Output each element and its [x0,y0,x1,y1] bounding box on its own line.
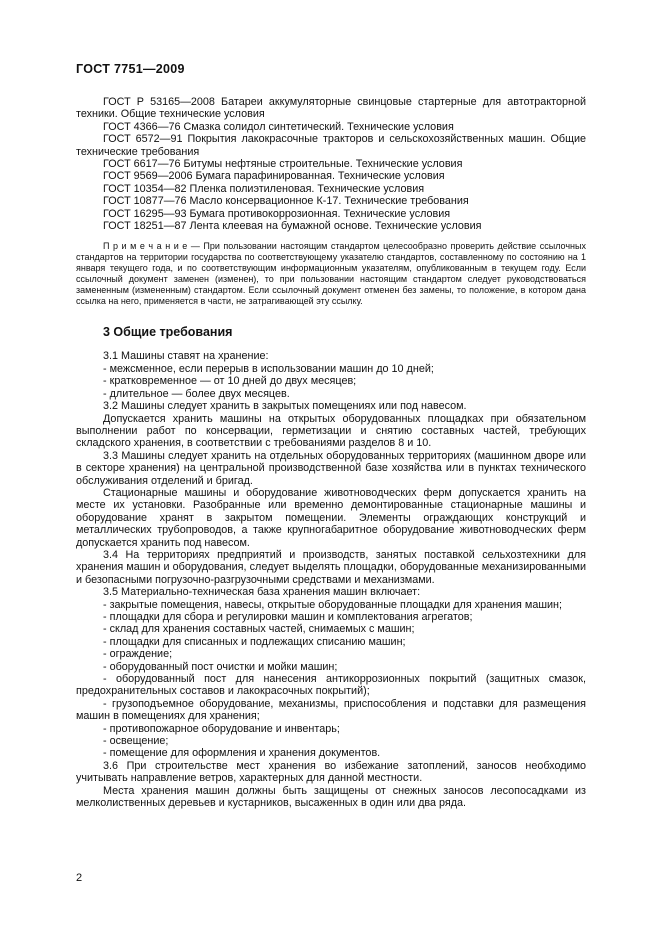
body-paragraph: 3.6 При строительстве мест хранения во избежание затоплений, заносов необходимо учитывать направление ветров, характерных для данной местности. [76,759,586,785]
page-number: 2 [76,872,83,884]
body-paragraph: 3.5 Материально-техническая база хранения машин включает: [103,586,421,599]
section-heading: 3 Общие требования [103,325,233,340]
body-paragraph: - освещение; [103,735,169,748]
body-paragraph: - оборудованный пост для нанесения антикоррозионных покрытий (защитных смазок, предохранительных составов и лакокрасочных покрытий); [76,673,586,698]
body-paragraph: - оборудованный пост очистки и мойки машин; [103,660,338,673]
body-paragraph: - длительное — более двух месяцев. [103,387,290,400]
body-paragraph: - помещение для оформления и хранения документов. [103,747,381,760]
body-paragraph: 3.3 Машины следует хранить на отдельных оборудованных территориях (машинном дворе или в секторе хранения) на центральной производственной базе хозяйства или в пунктах технического обслуживания отделений и бригад. [76,449,586,487]
reference-item: ГОСТ 10354—82 Пленка полиэтиленовая. Технические условия [103,182,425,195]
body-paragraph: - закрытые помещения, навесы, открытые оборудованные площадки для хранения машин; [103,598,562,611]
body-paragraph: - ограждение; [103,648,173,661]
note-paragraph: П р и м е ч а н и е — При пользовании настоящим стандартом целесообразно проверить действие ссылочных стандартов на территории государства по соответствующему указателю стандартов, составленному по состоянию на 1 января текущего года, и по соответствующим информационным указателям, опубликованным в текущем году. Если ссылочный документ заменен (изменен), то при пользовании настоящим стандартом следует руководствоваться замененным (измененным) стандартом. Если ссылочный документ отменен без замены, то положение, в котором дана ссылка на него, применяется в части, не затрагивающей эту ссылку. [76,241,586,307]
reference-item: ГОСТ 18251—87 Лента клеевая на бумажной основе. Технические условия [103,220,482,233]
reference-item: ГОСТ 9569—2006 Бумага парафинированная. Технические условия [103,170,445,183]
body-paragraph: - площадки для сбора и регулировки машин и комплектования агрегатов; [103,611,473,623]
page-content [76,62,586,810]
body-paragraph: - противопожарное оборудование и инвентарь; [103,722,340,735]
references-list [76,96,586,232]
body-paragraph: Стационарные машины и оборудование животноводческих ферм допускается хранить на месте их установки. Разобранные или временно демонтированные стационарные машины и оборудование хранят в закрытом помещении. Элементы ограждающих конструкций и металлических трубопроводов, а также крупногабаритное оборудование животноводческих ферм допускается хранить под навесом. [76,486,586,549]
section-body [76,350,586,809]
document-header: ГОСТ 7751—2009 [76,62,185,76]
body-paragraph: 3.2 Машины следует хранить в закрытых помещениях или под навесом. [103,400,467,413]
body-paragraph: - склад для хранения составных частей, снимаемых с машин; [103,623,415,636]
body-paragraph: 3.1 Машины ставят на хранение: [103,350,269,363]
body-paragraph: Допускается хранить машины на открытых оборудованных площадках при обязательном выполнении работ по консервации, герметизации и снятию составных частей, требующих складского хранения, в соответствии с требованиями разделов 8 и 10. [76,412,586,450]
body-paragraph: 3.4 На территориях предприятий и производств, занятых поставкой сельхозтехники для хранения машин и оборудования, следует выделять площадки, оборудованные механизированными и безопасными погрузочно-разгрузочными средствами и механизмами. [76,548,586,586]
reference-item: ГОСТ 6617—76 Битумы нефтяные строительные. Технические условия [103,158,463,171]
body-paragraph: - кратковременное — от 10 дней до двух месяцев; [103,375,357,388]
reference-item: ГОСТ 6572—91 Покрытия лакокрасочные тракторов и сельскохозяйственных машин. Общие технические требования [76,133,586,158]
reference-item: ГОСТ Р 53165—2008 Батареи аккумуляторные свинцовые стартерные для автотракторной техники. Общие технические условия [76,96,586,121]
reference-item: ГОСТ 10877—76 Масло консервационное К-17. Технические требования [103,195,469,208]
body-paragraph: - межсменное, если перерыв в использовании машин до 10 дней; [103,362,434,375]
body-paragraph: Места хранения машин должны быть защищены от снежных заносов лесопосадками из мелколиственных деревьев и кустарников, высаженных в один или два ряда. [76,784,586,810]
reference-item: ГОСТ 16295—93 Бумага противокоррозионная. Технические условия [103,207,451,220]
body-paragraph: - площадки для списанных и подлежащих списанию машин; [103,635,406,648]
body-paragraph: - грузоподъемное оборудование, механизмы, приспособления и подставки для размещения машин в помещениях для хранения; [76,697,586,723]
reference-item: ГОСТ 4366—76 Смазка солидол синтетический. Технические условия [103,120,454,133]
